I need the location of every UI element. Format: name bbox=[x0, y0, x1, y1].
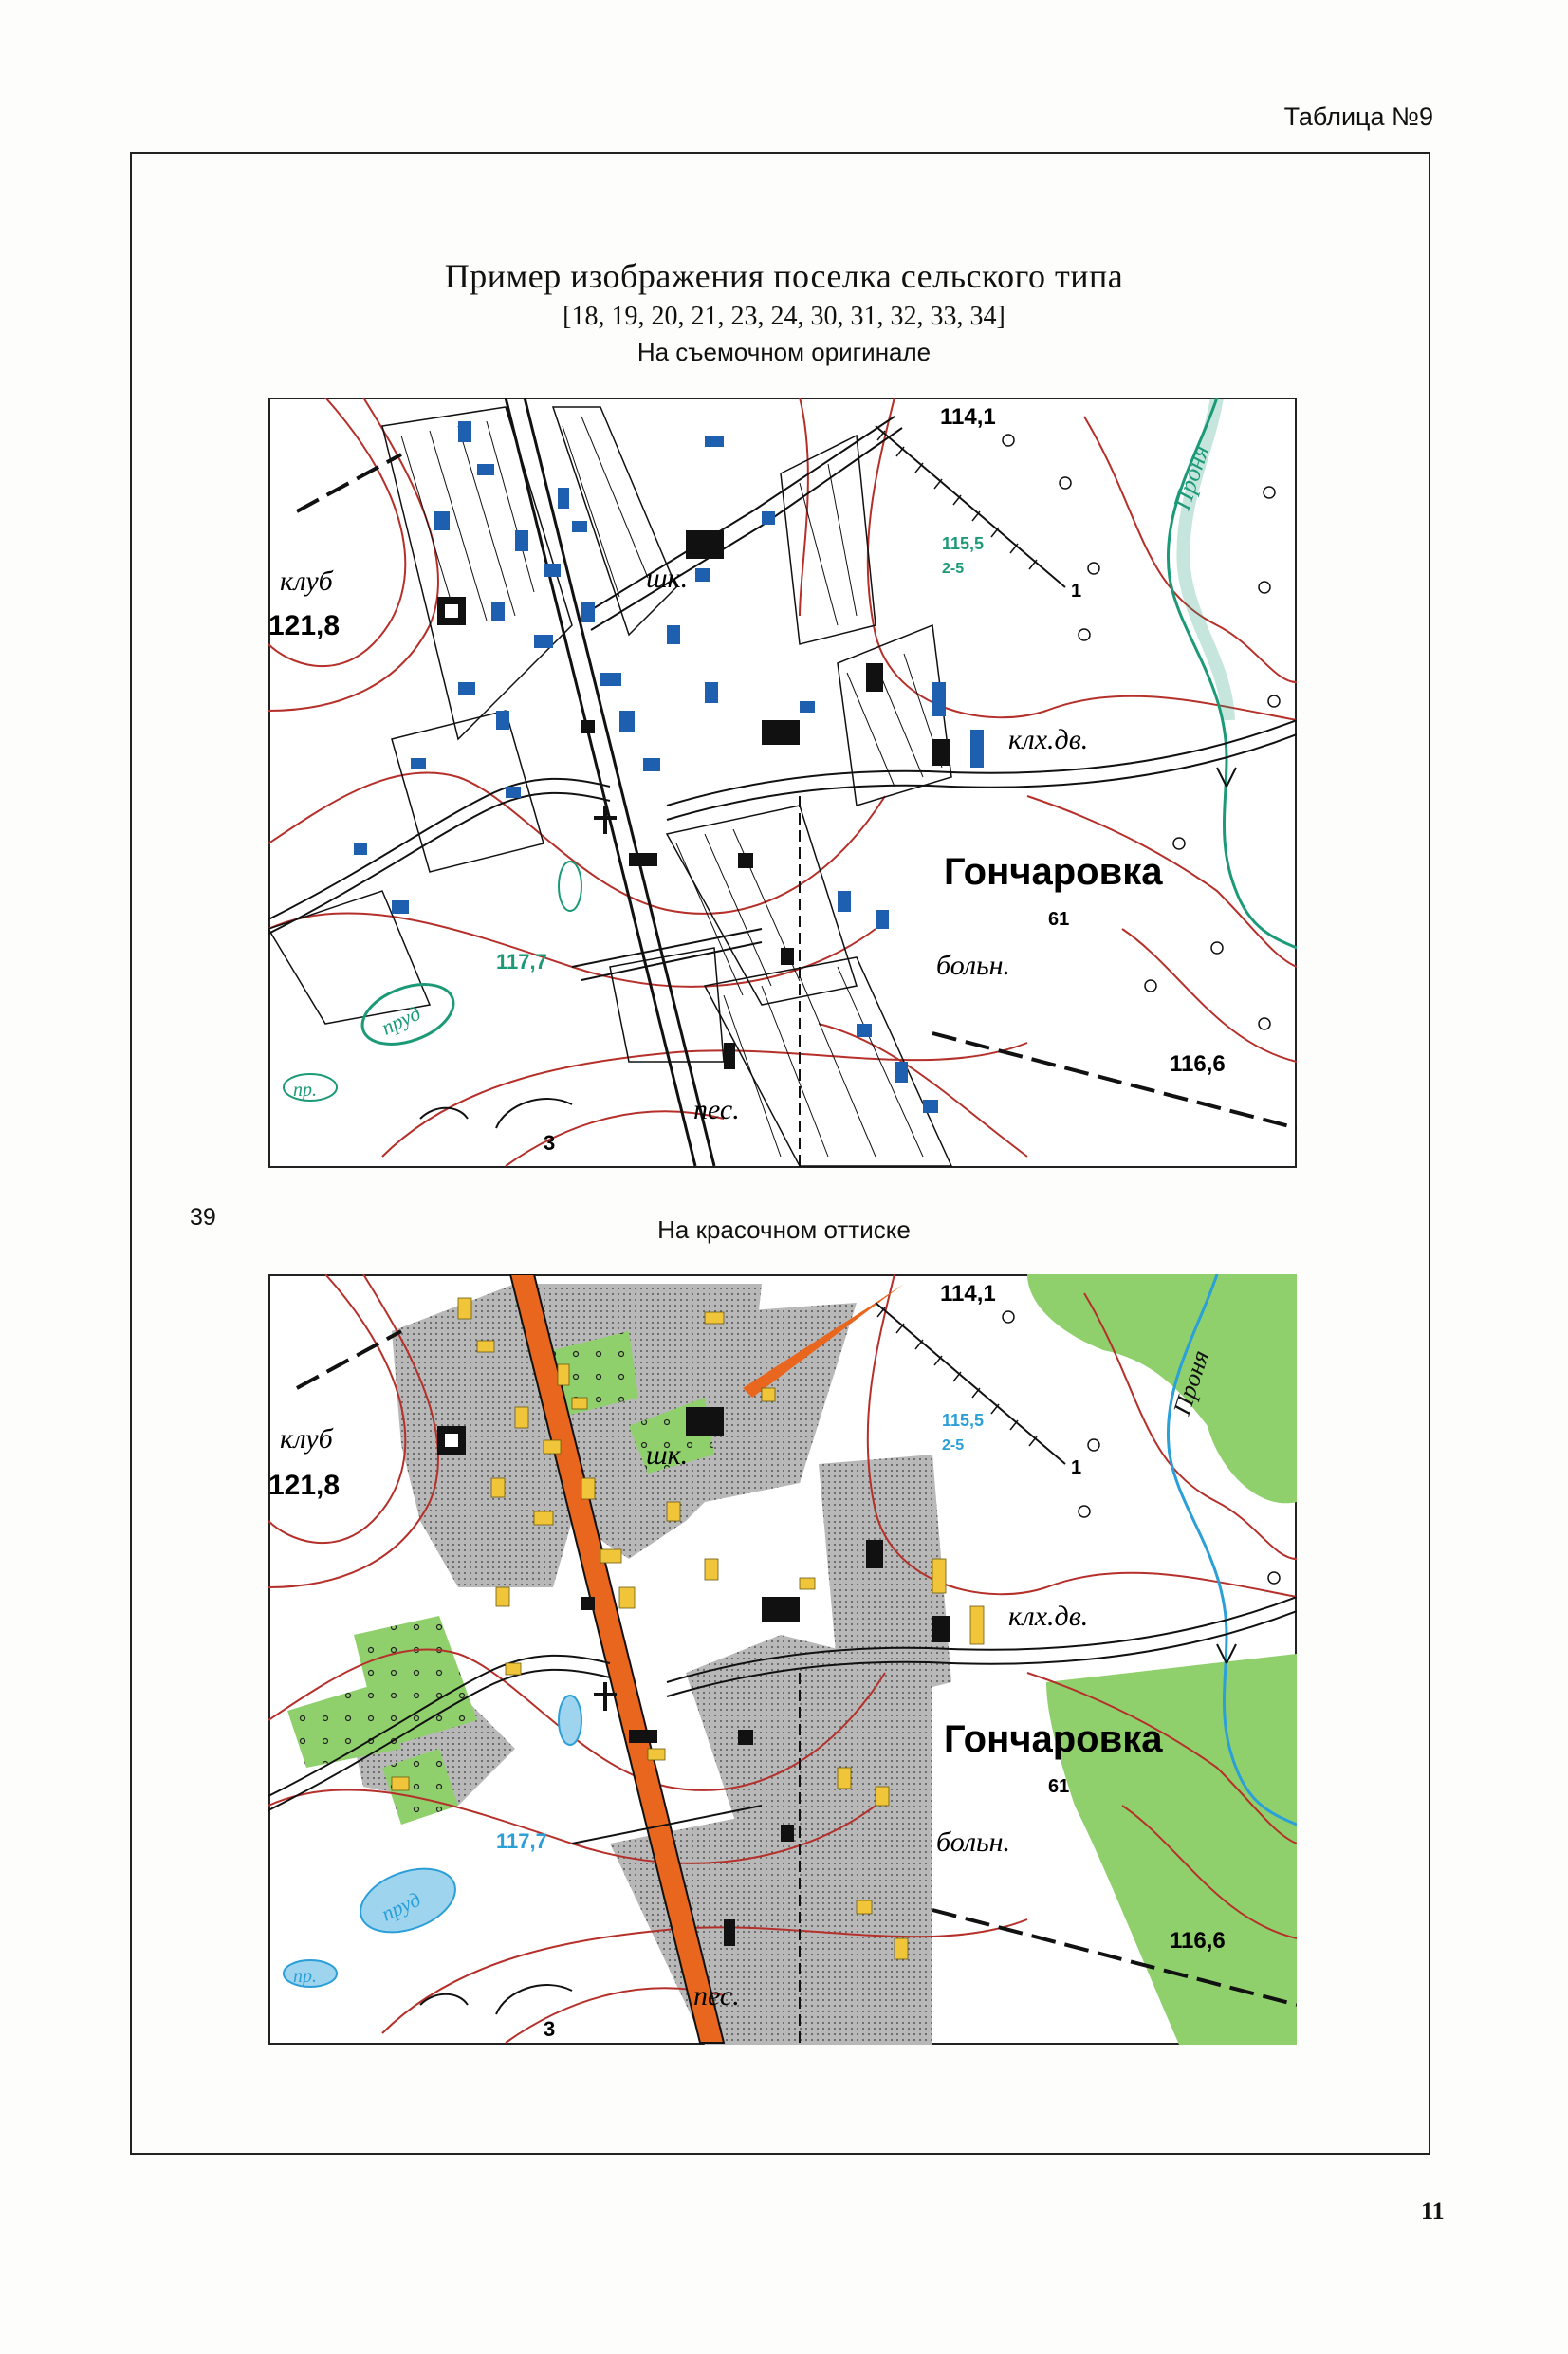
label-village: Гончаровка bbox=[944, 851, 1163, 893]
label-pit-depth: 3 bbox=[544, 1131, 556, 1155]
caption-color-print: На красочном оттиске bbox=[657, 1215, 911, 1244]
label-height-club: 121,8 bbox=[268, 1470, 341, 1501]
label-pond-small: пр. bbox=[293, 1966, 317, 1987]
label-spring-frac: 2-5 bbox=[942, 561, 965, 577]
table-number-label: Таблица №9 bbox=[1283, 102, 1433, 131]
label-pond: пруд bbox=[378, 1000, 425, 1040]
label-houses: 61 bbox=[1048, 909, 1070, 930]
label-height-club: 121,8 bbox=[268, 610, 341, 641]
label-one: 1 bbox=[1071, 1457, 1082, 1478]
label-river: Проня bbox=[1168, 1346, 1215, 1418]
caption-survey-original: На съемочном оригинале bbox=[636, 338, 932, 366]
label-sand: пес. bbox=[693, 1094, 740, 1125]
label-one: 1 bbox=[1071, 581, 1082, 602]
map-color-print bbox=[268, 1274, 1297, 2045]
label-spring-frac: 2-5 bbox=[942, 1437, 965, 1454]
label-height-se: 116,6 bbox=[1170, 1051, 1226, 1077]
side-number: 39 bbox=[190, 1204, 216, 1231]
reference-list: [18, 19, 20, 21, 23, 24, 30, 31, 32, 33, 34] bbox=[563, 302, 1005, 331]
label-height-ne: 114,1 bbox=[940, 1281, 996, 1307]
label-height-se: 116,6 bbox=[1170, 1928, 1226, 1954]
label-spring-height: 115,5 bbox=[942, 534, 985, 553]
pond-round bbox=[559, 1696, 581, 1745]
label-club: клуб bbox=[280, 565, 333, 597]
label-river: Проня bbox=[1168, 441, 1215, 513]
label-pond-height: 117,7 bbox=[496, 950, 547, 973]
label-hospital: больн. bbox=[936, 1826, 1011, 1858]
page-number: 11 bbox=[1421, 2197, 1445, 2225]
label-sand: пес. bbox=[693, 1980, 740, 2011]
label-spring-height: 115,5 bbox=[942, 1411, 985, 1430]
label-pond-height: 117,7 bbox=[496, 1829, 547, 1853]
label-school: шк. bbox=[646, 1439, 689, 1471]
label-hospital: больн. bbox=[936, 950, 1011, 981]
label-height-ne: 114,1 bbox=[940, 404, 996, 430]
label-school: шк. bbox=[646, 563, 689, 594]
label-pond: пруд bbox=[378, 1886, 425, 1926]
label-collective-yard: клх.дв. bbox=[1008, 724, 1089, 755]
label-club: клуб bbox=[280, 1423, 333, 1455]
label-village: Гончаровка bbox=[944, 1718, 1163, 1760]
label-houses: 61 bbox=[1048, 1776, 1070, 1797]
label-collective-yard: клх.дв. bbox=[1008, 1601, 1089, 1632]
page-title: Пример изображения поселка сельского типа bbox=[444, 257, 1124, 295]
label-pond-small: пр. bbox=[293, 1080, 317, 1101]
map-survey-original bbox=[268, 398, 1297, 1168]
label-pit-depth: 3 bbox=[544, 2017, 556, 2041]
